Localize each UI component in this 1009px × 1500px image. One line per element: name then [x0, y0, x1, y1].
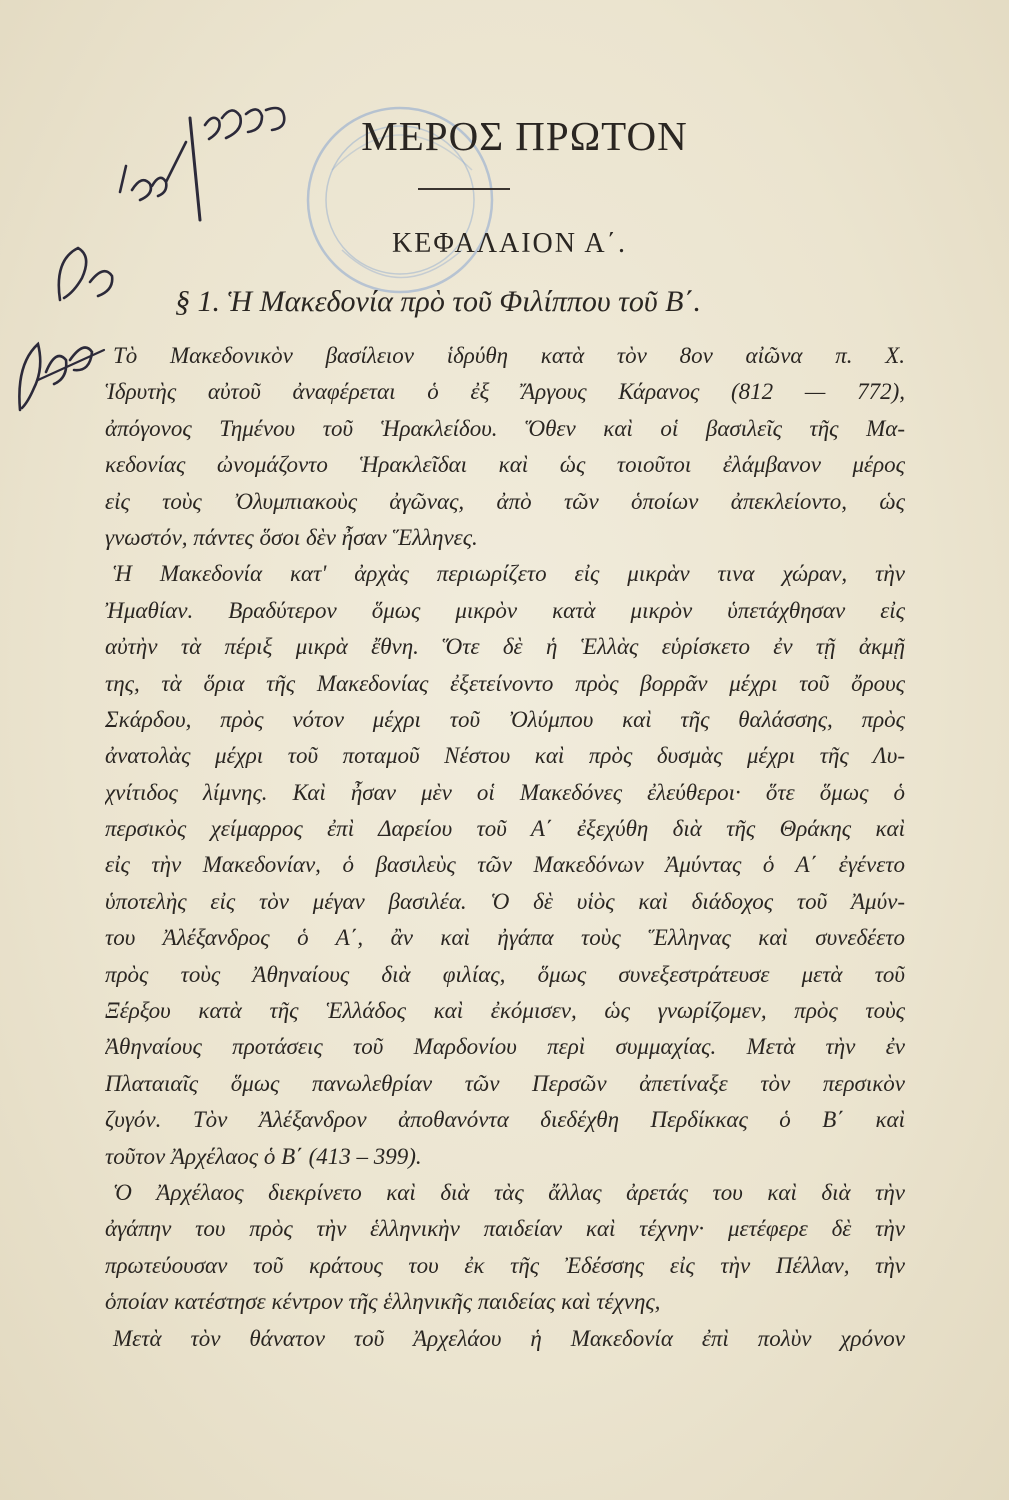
text-line: Πλαταιαῖς ὅμως πανωλεθρίαν τῶν Περσῶν ἀπετίναξε τὸν περσικὸν: [105, 1070, 905, 1096]
text-line: πρωτεύουσαν τοῦ κράτους του ἐκ τῆς Ἐδέσσης εἰς τὴν Πέλλαν, τὴν: [105, 1252, 905, 1278]
text-line: της, τὰ ὅρια τῆς Μακεδονίας ἐξετείνοντο πρὸς βορρᾶν μέχρι τοῦ ὄρους: [105, 670, 905, 696]
text-line: Ὁ Ἀρχέλαος διεκρίνετο καὶ διὰ τὰς ἄλλας ἀρετάς του καὶ διὰ τὴν: [113, 1179, 905, 1205]
text-line: γνωστόν, πάντες ὅσοι δὲν ἦσαν Ἕλληνες.: [105, 524, 478, 550]
text-line: του Ἀλέξανδρος ὁ Α΄, ἂν καὶ ἠγάπα τοὺς Ἕλληνας καὶ συνεδέετο: [105, 925, 905, 951]
text-line: ὁποίαν κατέστησε κέντρον τῆς ἑλληνικῆς παιδείας καὶ τέχνης,: [105, 1289, 661, 1315]
text-line: ζυγόν. Τὸν Ἀλέξανδρον ἀποθανόντα διεδέχθη Περδίκκας ὁ Β΄ καὶ: [105, 1107, 905, 1133]
part-title: ΜΕΡΟΣ ΠΡΩΤΟΝ: [361, 113, 688, 159]
text-line: ἀγάπην του πρὸς τὴν ἑλληνικὴν παιδείαν καὶ τέχνην· μετέφερε δὲ τὴν: [105, 1216, 905, 1242]
text-line: Ἠμαθίαν. Βραδύτερον ὅμως μικρὸν κατὰ μικρὸν ὑπετάχθησαν εἰς: [105, 597, 905, 623]
text-line: Τὸ Μακεδονικὸν βασίλειον ἱδρύθη κατὰ τὸν 8ον αἰῶνα π. Χ.: [113, 343, 905, 368]
text-line: Μετὰ τὸν θάνατον τοῦ Ἀρχελάου ἡ Μακεδονία ἐπὶ πολὺν χρόνον: [113, 1325, 905, 1351]
text-line: ἀπόγονος Τημένου τοῦ Ἡρακλείδου. Ὅθεν καὶ οἱ βασιλεῖς τῆς Μα-: [105, 415, 905, 441]
text-line: περσικὸς χείμαρρος ἐπὶ Δαρείου τοῦ Α΄ ἐξεχύθη διὰ τῆς Θράκης καὶ: [105, 816, 905, 842]
text-line: ἀνατολὰς μέχρι τοῦ ποταμοῦ Νέστου καὶ πρὸς δυσμὰς μέχρι τῆς Λυ-: [105, 743, 905, 769]
text-line: πρὸς τοὺς Ἀθηναίους διὰ φιλίας, ὅμως συνεξεστράτευσε μετὰ τοῦ: [105, 961, 905, 987]
text-line: Ἡ Μακεδονία κατ' ἀρχὰς περιωρίζετο εἰς μικρὰν τινα χώραν, τὴν: [113, 561, 905, 587]
text-line: τοῦτον Ἀρχέλαος ὁ Β΄ (413 – 399).: [105, 1143, 422, 1169]
section-heading: § 1. Ἡ Μακεδονία πρὸ τοῦ Φιλίππου τοῦ Β΄.: [175, 285, 701, 318]
text-line: κεδονίας ὠνομάζοντο Ἡρακλεῖδαι καὶ ὡς τοιοῦτοι ἐλάμβανον μέρος: [105, 452, 905, 478]
text-line: Ἀθηναίους προτάσεις τοῦ Μαρδονίου περὶ συμμαχίας. Μετὰ τὴν ἐν: [105, 1034, 905, 1060]
text-line: Σκάρδου, πρὸς νότον μέχρι τοῦ Ὀλύμπου καὶ τῆς θαλάσσης, πρὸς: [105, 706, 905, 732]
title-divider: [418, 188, 510, 190]
text-line: εἰς τὴν Μακεδονίαν, ὁ βασιλεὺς τῶν Μακεδόνων Ἀμύντας ὁ Α΄ ἐγένετο: [105, 852, 905, 878]
text-line: εἰς τοὺς Ὀλυμπιακοὺς ἀγῶνας, ἀπὸ τῶν ὁποίων ἀπεκλείοντο, ὡς: [105, 488, 905, 514]
text-line: αὐτὴν τὰ πέριξ μικρὰ ἔθνη. Ὅτε δὲ ἡ Ἑλλὰς εὑρίσκετο ἐν τῇ ἀκμῇ: [105, 634, 905, 660]
text-line: ὑποτελὴς εἰς τὸν μέγαν βασιλέα. Ὁ δὲ υἱὸς καὶ διάδοχος τοῦ Ἀμύν-: [105, 888, 905, 914]
text-line: Ἱδρυτὴς αὐτοῦ ἀναφέρεται ὁ ἐξ Ἄργους Κάρανος (812 — 772),: [105, 379, 905, 405]
text-line: Ξέρξου κατὰ τῆς Ἑλλάδος καὶ ἐκόμισεν, ὡς γνωρίζομεν, πρὸς τοὺς: [105, 998, 905, 1024]
chapter-heading: ΚΕΦΑΛΑΙΟΝ Α΄.: [392, 228, 627, 259]
text-line: χνίτιδος λίμνης. Καὶ ἦσαν μὲν οἱ Μακεδόνες ἐλεύθεροι· ὅτε ὅμως ὁ: [105, 779, 905, 805]
body-text: [105, 338, 905, 1357]
